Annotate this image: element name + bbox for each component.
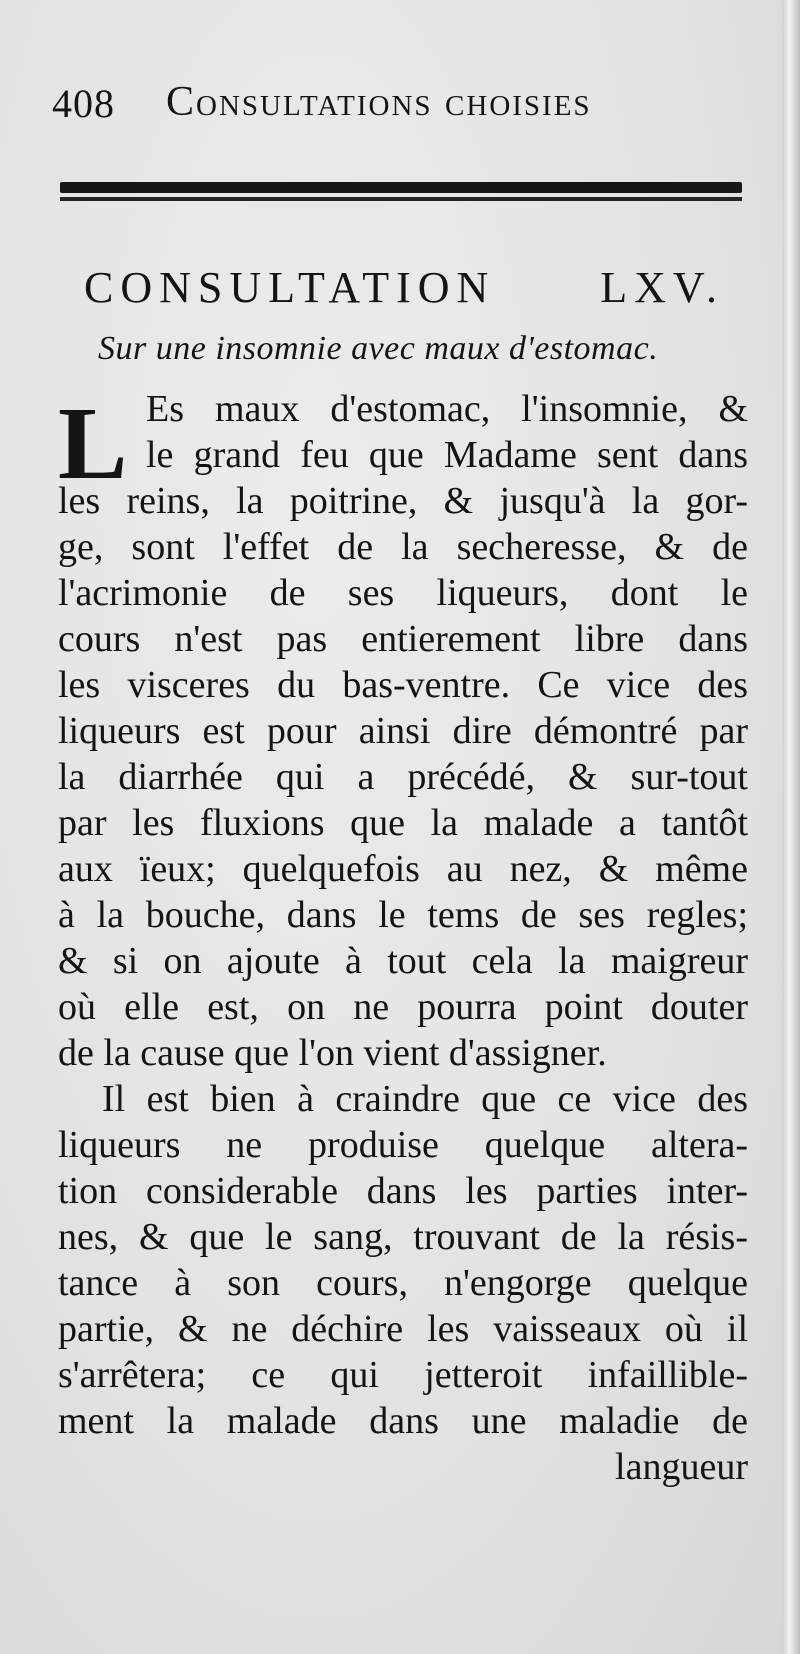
- header-rule: [60, 182, 742, 210]
- text-line: liqueurs ne produise quelque altera-: [58, 1124, 748, 1166]
- text-line: & si on ajoute à tout cela la maigreur: [58, 940, 748, 982]
- text-line: de la cause que l'on vient d'assigner.: [58, 1032, 607, 1074]
- text-line: ment la malade dans une maladie de: [58, 1400, 748, 1442]
- page-number: 408: [52, 81, 115, 126]
- text-line: le grand feu que Madame sent dans: [146, 434, 748, 476]
- consultation-subtitle: Sur une insomnie avec maux d'estomac.: [98, 330, 659, 367]
- text-line: l'acrimonie de ses liqueurs, dont le: [58, 572, 748, 614]
- text-line: les visceres du bas-ventre. Ce vice des: [58, 664, 748, 706]
- text-line: où elle est, on ne pourra point douter: [58, 986, 748, 1028]
- text-line: tion considerable dans les parties inter-: [58, 1170, 748, 1212]
- text-line: les reins, la poitrine, & jusqu'à la gor-: [58, 480, 748, 522]
- body-text: [58, 386, 748, 1606]
- text-line: partie, & ne déchire les vaisseaux où il: [58, 1308, 748, 1350]
- header-rule-thin: [60, 197, 742, 201]
- text-line: la diarrhée qui a précédé, & sur-tout: [58, 756, 748, 798]
- header-rule-thick: [60, 182, 742, 193]
- text-line: par les fluxions que la malade a tantôt: [58, 802, 748, 844]
- text-line: liqueurs est pour ainsi dire démontré par: [58, 710, 748, 752]
- text-line: Il est bien à craindre que ce vice des: [102, 1078, 748, 1120]
- text-line: cours n'est pas entierement libre dans: [58, 618, 748, 660]
- text-line: tance à son cours, n'engorge quelque: [58, 1262, 748, 1304]
- running-head: [52, 78, 742, 128]
- consultation-title: CONSULTATION: [84, 263, 496, 312]
- drop-cap: L: [58, 386, 128, 501]
- text-line: Es maux d'estomac, l'insomnie, &: [146, 388, 748, 430]
- book-title: Consultations choisies: [166, 79, 592, 125]
- text-line: aux ïeux; quelquefois au nez, & même: [58, 848, 748, 890]
- catchword: langueur: [615, 1446, 748, 1488]
- page-edge: [782, 0, 800, 1654]
- consultation-heading: [84, 262, 724, 318]
- text-line: nes, & que le sang, trouvant de la résis-: [58, 1216, 748, 1258]
- consultation-number: LXV.: [600, 263, 724, 312]
- text-line: s'arrêtera; ce qui jetteroit infaillible-: [58, 1354, 748, 1396]
- text-line: ge, sont l'effet de la secheresse, & de: [58, 526, 748, 568]
- text-line: à la bouche, dans le tems de ses regles;: [58, 894, 748, 936]
